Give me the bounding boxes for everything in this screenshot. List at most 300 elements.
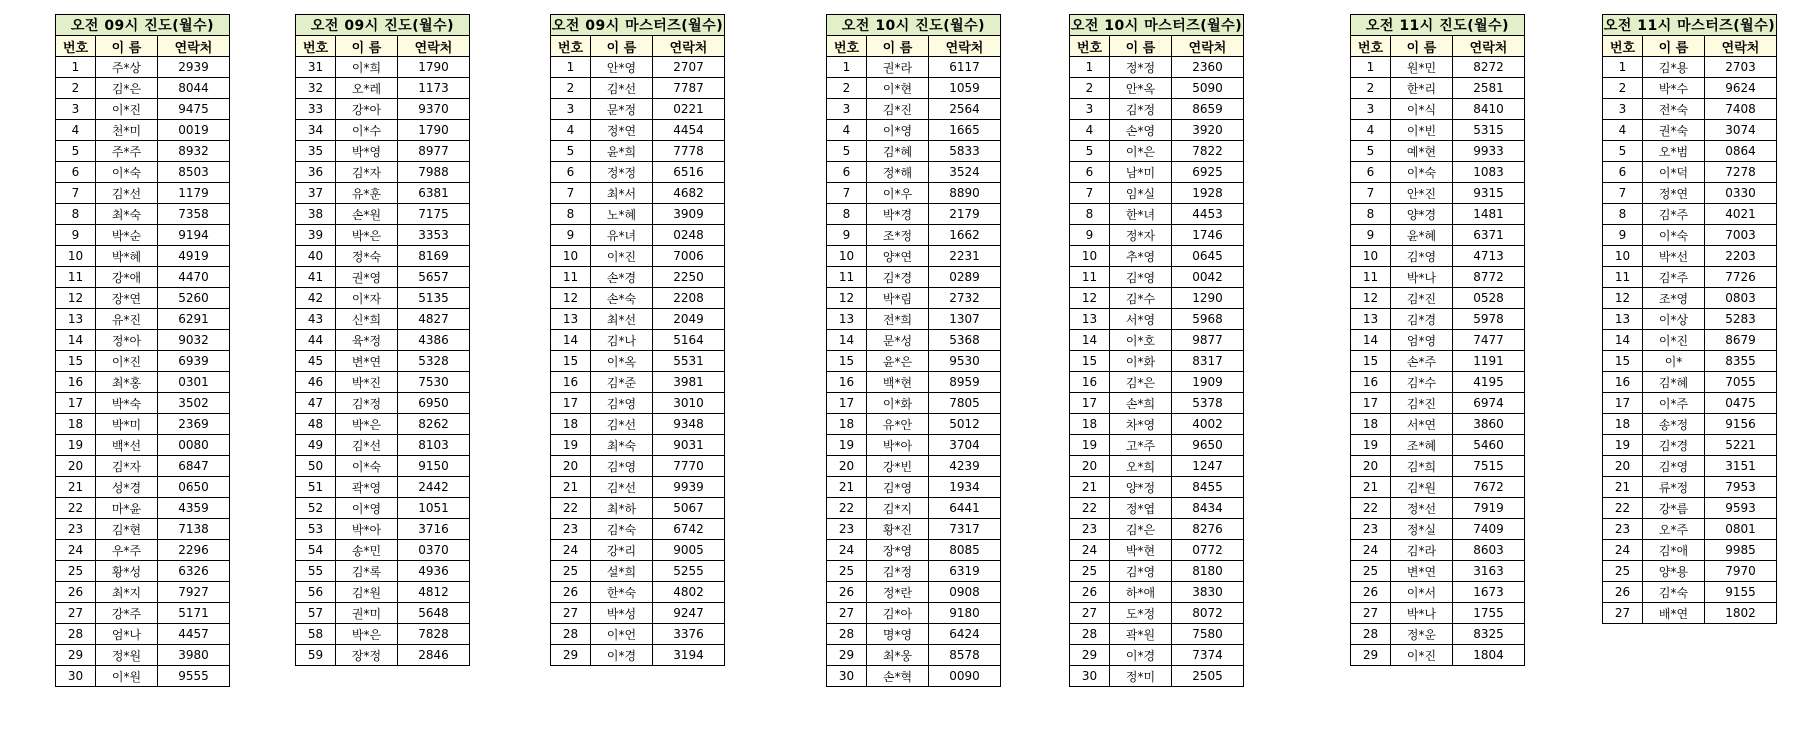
member-name: 이*언 [591, 624, 653, 645]
contact-number: 1790 [398, 120, 470, 141]
row-number: 19 [551, 435, 591, 456]
member-name: 김*록 [336, 561, 398, 582]
contact-number: 1307 [929, 309, 1001, 330]
member-name: 이*자 [336, 288, 398, 309]
row-number: 5 [56, 141, 96, 162]
table-row [296, 519, 470, 540]
member-name: 강*아 [336, 99, 398, 120]
row-number: 6 [1603, 162, 1643, 183]
contact-number: 3194 [653, 645, 725, 666]
member-name: 김*수 [1391, 372, 1453, 393]
contact-number: 2250 [653, 267, 725, 288]
contact-number: 3524 [929, 162, 1001, 183]
table-row [296, 540, 470, 561]
member-name: 변*연 [336, 351, 398, 372]
member-name: 정*연 [591, 120, 653, 141]
contact-number: 3909 [653, 204, 725, 225]
table-row [1070, 498, 1244, 519]
table-row [1351, 435, 1525, 456]
member-name: 양*정 [1110, 477, 1172, 498]
row-number: 14 [1603, 330, 1643, 351]
table-row [1603, 540, 1777, 561]
table-row [1603, 204, 1777, 225]
contact-number: 3860 [1453, 414, 1525, 435]
member-name: 하*애 [1110, 582, 1172, 603]
contact-number: 5968 [1172, 309, 1244, 330]
row-number: 24 [827, 540, 867, 561]
contact-number: 8317 [1172, 351, 1244, 372]
member-name: 최*서 [591, 183, 653, 204]
row-number: 21 [1351, 477, 1391, 498]
member-name: 변*연 [1391, 561, 1453, 582]
member-name: 박*현 [1110, 540, 1172, 561]
contact-number: 9315 [1453, 183, 1525, 204]
row-number: 3 [1603, 99, 1643, 120]
contact-number: 0248 [653, 225, 725, 246]
table-row [56, 288, 230, 309]
row-number: 27 [1351, 603, 1391, 624]
contact-number: 7003 [1705, 225, 1777, 246]
table-row [1351, 120, 1525, 141]
member-name: 김*경 [1391, 309, 1453, 330]
contact-number: 0772 [1172, 540, 1244, 561]
member-name: 김*영 [1110, 267, 1172, 288]
member-name: 손*원 [336, 204, 398, 225]
row-number: 1 [1351, 57, 1391, 78]
table-row [1603, 78, 1777, 99]
row-number: 1 [827, 57, 867, 78]
member-name: 최*하 [591, 498, 653, 519]
contact-number: 9247 [653, 603, 725, 624]
table-row [1070, 246, 1244, 267]
table-row [551, 393, 725, 414]
table-row [56, 540, 230, 561]
table-row [1070, 204, 1244, 225]
member-name: 김*은 [96, 78, 158, 99]
member-name: 오*희 [1110, 456, 1172, 477]
member-name: 원*민 [1391, 57, 1453, 78]
table-row [1603, 414, 1777, 435]
row-number: 20 [827, 456, 867, 477]
member-name: 류*정 [1643, 477, 1705, 498]
row-number: 9 [56, 225, 96, 246]
table-row [551, 288, 725, 309]
row-number: 14 [1070, 330, 1110, 351]
row-number: 22 [1603, 498, 1643, 519]
contact-number: 6441 [929, 498, 1001, 519]
contact-number: 9005 [653, 540, 725, 561]
contact-number: 5368 [929, 330, 1001, 351]
contact-number: 1173 [398, 78, 470, 99]
row-number: 14 [1351, 330, 1391, 351]
member-name: 송*정 [1643, 414, 1705, 435]
row-number: 1 [551, 57, 591, 78]
member-name: 이*희 [336, 57, 398, 78]
table-row [1351, 561, 1525, 582]
row-number: 15 [551, 351, 591, 372]
column-header-contact: 연락처 [1705, 36, 1777, 57]
member-name: 김*진 [1391, 393, 1453, 414]
roster-table [826, 14, 1001, 687]
table-row [827, 204, 1001, 225]
row-number: 10 [1070, 246, 1110, 267]
contact-number: 1191 [1453, 351, 1525, 372]
row-number: 23 [551, 519, 591, 540]
row-number: 13 [551, 309, 591, 330]
contact-number: 7919 [1453, 498, 1525, 519]
row-number: 33 [296, 99, 336, 120]
column-header-contact: 연락처 [653, 36, 725, 57]
table-row [1070, 519, 1244, 540]
column-header-name: 이 름 [96, 36, 158, 57]
table-row [1070, 666, 1244, 687]
contact-number: 7927 [158, 582, 230, 603]
row-number: 41 [296, 267, 336, 288]
member-name: 한*숙 [591, 582, 653, 603]
contact-number: 8603 [1453, 540, 1525, 561]
table-row [1351, 141, 1525, 162]
row-number: 12 [1070, 288, 1110, 309]
table-row [1070, 141, 1244, 162]
table-row [56, 645, 230, 666]
contact-number: 5657 [398, 267, 470, 288]
contact-number: 9180 [929, 603, 1001, 624]
row-number: 38 [296, 204, 336, 225]
member-name: 주*주 [96, 141, 158, 162]
row-number: 23 [1070, 519, 1110, 540]
contact-number: 7805 [929, 393, 1001, 414]
row-number: 8 [56, 204, 96, 225]
member-name: 이*호 [1110, 330, 1172, 351]
row-number: 15 [1603, 351, 1643, 372]
table-row [551, 477, 725, 498]
roster-table [1350, 14, 1525, 666]
contact-number: 4919 [158, 246, 230, 267]
member-name: 곽*원 [1110, 624, 1172, 645]
contact-number: 6847 [158, 456, 230, 477]
row-number: 21 [56, 477, 96, 498]
row-number: 58 [296, 624, 336, 645]
row-number: 35 [296, 141, 336, 162]
row-number: 10 [827, 246, 867, 267]
member-name: 박*경 [867, 204, 929, 225]
contact-number: 8932 [158, 141, 230, 162]
table-row [296, 498, 470, 519]
member-name: 정*실 [1391, 519, 1453, 540]
member-name: 안*진 [1391, 183, 1453, 204]
table-row [56, 624, 230, 645]
contact-number: 4470 [158, 267, 230, 288]
row-number: 19 [827, 435, 867, 456]
row-number: 13 [1603, 309, 1643, 330]
contact-number: 4812 [398, 582, 470, 603]
member-name: 권*미 [336, 603, 398, 624]
contact-number: 8410 [1453, 99, 1525, 120]
contact-number: 9475 [158, 99, 230, 120]
member-name: 황*진 [867, 519, 929, 540]
member-name: 예*현 [1391, 141, 1453, 162]
row-number: 30 [1070, 666, 1110, 687]
contact-number: 2505 [1172, 666, 1244, 687]
table-row [1070, 561, 1244, 582]
contact-number: 7580 [1172, 624, 1244, 645]
contact-number: 6516 [653, 162, 725, 183]
member-name: 정*운 [1391, 624, 1453, 645]
contact-number: 4386 [398, 330, 470, 351]
table-row [1603, 372, 1777, 393]
member-name: 박*영 [336, 141, 398, 162]
row-number: 4 [551, 120, 591, 141]
member-name: 황*성 [96, 561, 158, 582]
contact-number: 7374 [1172, 645, 1244, 666]
row-number: 4 [1603, 120, 1643, 141]
table-row [827, 372, 1001, 393]
contact-number: 3981 [653, 372, 725, 393]
table-row [296, 393, 470, 414]
member-name: 김*수 [1110, 288, 1172, 309]
table-row [827, 540, 1001, 561]
member-name: 박*은 [336, 624, 398, 645]
table-row [827, 624, 1001, 645]
row-number: 29 [551, 645, 591, 666]
contact-number: 1804 [1453, 645, 1525, 666]
table-row [827, 561, 1001, 582]
table-row [1603, 225, 1777, 246]
table-row [1351, 393, 1525, 414]
row-number: 10 [56, 246, 96, 267]
member-name: 이*경 [591, 645, 653, 666]
row-number: 2 [551, 78, 591, 99]
contact-number: 4359 [158, 498, 230, 519]
contact-number: 8959 [929, 372, 1001, 393]
row-number: 18 [551, 414, 591, 435]
table-row [56, 435, 230, 456]
row-number: 8 [1070, 204, 1110, 225]
member-name: 김*주 [1643, 267, 1705, 288]
contact-number: 0221 [653, 99, 725, 120]
contact-number: 7409 [1453, 519, 1525, 540]
member-name: 정*정 [591, 162, 653, 183]
member-name: 추*영 [1110, 246, 1172, 267]
contact-number: 9370 [398, 99, 470, 120]
member-name: 최*숙 [96, 204, 158, 225]
row-number: 2 [1603, 78, 1643, 99]
table-row [1603, 477, 1777, 498]
column-header-number: 번호 [56, 36, 96, 57]
table-row [56, 246, 230, 267]
table-row [827, 519, 1001, 540]
row-number: 26 [1351, 582, 1391, 603]
table-row [296, 624, 470, 645]
member-name: 설*희 [591, 561, 653, 582]
member-name: 김*선 [591, 78, 653, 99]
table-title: 오전 11시 마스터즈(월수) [1603, 15, 1777, 36]
table-row [1351, 267, 1525, 288]
table-row [1351, 57, 1525, 78]
table-row [1351, 99, 1525, 120]
member-name: 김*영 [591, 456, 653, 477]
member-name: 박*선 [1643, 246, 1705, 267]
contact-number: 3151 [1705, 456, 1777, 477]
row-number: 5 [1603, 141, 1643, 162]
member-name: 이*옥 [591, 351, 653, 372]
table-row [827, 414, 1001, 435]
contact-number: 9150 [398, 456, 470, 477]
table-row [296, 204, 470, 225]
contact-number: 6381 [398, 183, 470, 204]
row-number: 12 [1603, 288, 1643, 309]
row-number: 19 [1070, 435, 1110, 456]
table-row [827, 246, 1001, 267]
contact-number: 2203 [1705, 246, 1777, 267]
row-number: 26 [827, 582, 867, 603]
row-number: 16 [827, 372, 867, 393]
row-number: 29 [1070, 645, 1110, 666]
row-number: 59 [296, 645, 336, 666]
table-title: 오전 11시 진도(월수) [1351, 15, 1525, 36]
table-row [827, 351, 1001, 372]
row-number: 43 [296, 309, 336, 330]
member-name: 권*라 [867, 57, 929, 78]
table-row [56, 666, 230, 687]
member-name: 김*혜 [1643, 372, 1705, 393]
row-number: 8 [1603, 204, 1643, 225]
contact-number: 5067 [653, 498, 725, 519]
table-row [827, 225, 1001, 246]
row-number: 10 [1603, 246, 1643, 267]
contact-number: 8044 [158, 78, 230, 99]
member-name: 박*림 [867, 288, 929, 309]
contact-number: 7055 [1705, 372, 1777, 393]
member-name: 한*녀 [1110, 204, 1172, 225]
row-number: 4 [56, 120, 96, 141]
member-name: 김*은 [1110, 519, 1172, 540]
row-number: 28 [551, 624, 591, 645]
row-number: 17 [551, 393, 591, 414]
contact-number: 2939 [158, 57, 230, 78]
table-row [1351, 225, 1525, 246]
table-row [296, 372, 470, 393]
member-name: 정*원 [96, 645, 158, 666]
table-row [1070, 309, 1244, 330]
row-number: 14 [827, 330, 867, 351]
contact-number: 9985 [1705, 540, 1777, 561]
member-name: 정*미 [1110, 666, 1172, 687]
contact-number: 1481 [1453, 204, 1525, 225]
row-number: 37 [296, 183, 336, 204]
table-row [296, 267, 470, 288]
table-row [56, 414, 230, 435]
member-name: 김*선 [591, 477, 653, 498]
table-row [551, 351, 725, 372]
member-name: 이*우 [867, 183, 929, 204]
member-name: 이*숙 [1391, 162, 1453, 183]
contact-number: 9530 [929, 351, 1001, 372]
table-row [827, 183, 1001, 204]
contact-number: 6291 [158, 309, 230, 330]
table-row [1351, 372, 1525, 393]
contact-number: 0645 [1172, 246, 1244, 267]
member-name: 김*은 [1110, 372, 1172, 393]
table-row [56, 561, 230, 582]
table-row [1351, 540, 1525, 561]
table-row [551, 540, 725, 561]
member-name: 마*윤 [96, 498, 158, 519]
row-number: 1 [1070, 57, 1110, 78]
member-name: 육*정 [336, 330, 398, 351]
member-name: 곽*영 [336, 477, 398, 498]
member-name: 주*상 [96, 57, 158, 78]
contact-number: 8072 [1172, 603, 1244, 624]
member-name: 김*영 [1110, 561, 1172, 582]
table-row [827, 309, 1001, 330]
table-row [551, 498, 725, 519]
member-name: 이*화 [867, 393, 929, 414]
roster-table [1069, 14, 1244, 687]
table-row [1070, 414, 1244, 435]
member-name: 차*영 [1110, 414, 1172, 435]
row-number: 12 [56, 288, 96, 309]
row-number: 27 [551, 603, 591, 624]
member-name: 손*경 [591, 267, 653, 288]
member-name: 김*준 [591, 372, 653, 393]
table-title: 오전 09시 마스터즈(월수) [551, 15, 725, 36]
member-name: 정*란 [867, 582, 929, 603]
contact-number: 8503 [158, 162, 230, 183]
member-name: 윤*희 [591, 141, 653, 162]
contact-number: 6742 [653, 519, 725, 540]
contact-number: 5328 [398, 351, 470, 372]
row-number: 14 [56, 330, 96, 351]
table-row [1070, 57, 1244, 78]
contact-number: 4827 [398, 309, 470, 330]
contact-number: 3704 [929, 435, 1001, 456]
member-name: 김*숙 [591, 519, 653, 540]
member-name: 손*혁 [867, 666, 929, 687]
contact-number: 9348 [653, 414, 725, 435]
member-name: 김*애 [1643, 540, 1705, 561]
row-number: 22 [827, 498, 867, 519]
row-number: 6 [827, 162, 867, 183]
contact-number: 4713 [1453, 246, 1525, 267]
table-row [1070, 267, 1244, 288]
row-number: 56 [296, 582, 336, 603]
contact-number: 9555 [158, 666, 230, 687]
member-name: 최*홍 [96, 372, 158, 393]
row-number: 45 [296, 351, 336, 372]
member-name: 최*지 [96, 582, 158, 603]
table-row [827, 99, 1001, 120]
contact-number: 1665 [929, 120, 1001, 141]
contact-number: 1802 [1705, 603, 1777, 624]
table-row [551, 309, 725, 330]
member-name: 김*아 [867, 603, 929, 624]
member-name: 이*영 [336, 498, 398, 519]
contact-number: 0080 [158, 435, 230, 456]
row-number: 26 [1603, 582, 1643, 603]
row-number: 13 [1070, 309, 1110, 330]
table-row [1351, 309, 1525, 330]
contact-number: 8659 [1172, 99, 1244, 120]
contact-number: 1051 [398, 498, 470, 519]
row-number: 4 [1070, 120, 1110, 141]
table-row [1351, 456, 1525, 477]
member-name: 김*영 [1391, 246, 1453, 267]
table-row [551, 561, 725, 582]
row-number: 28 [56, 624, 96, 645]
row-number: 21 [1070, 477, 1110, 498]
row-number: 16 [551, 372, 591, 393]
